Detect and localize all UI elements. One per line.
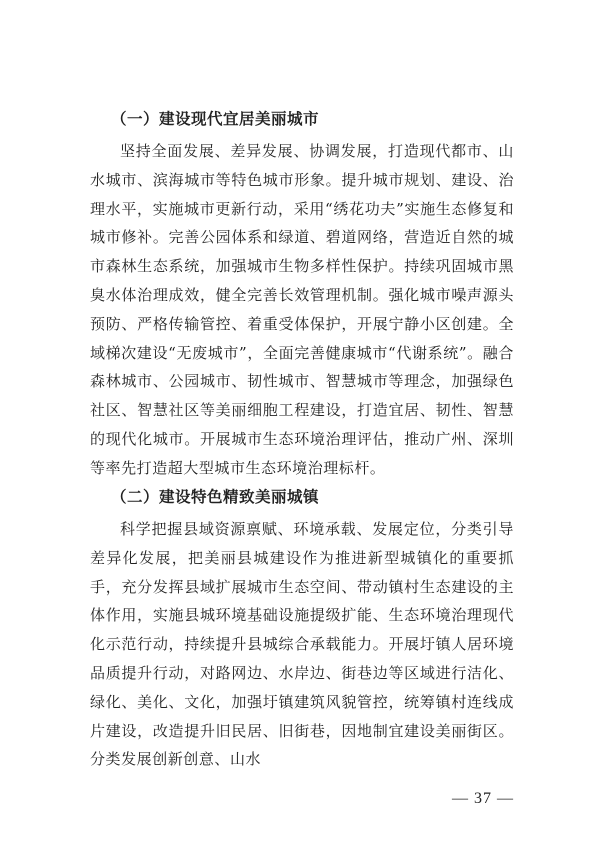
section-heading-2: （二）建设特色精致美丽城镇 xyxy=(111,488,320,506)
section-heading-1: （一）建设现代宜居美丽城市 xyxy=(111,110,320,128)
page-number: — 37 — xyxy=(452,790,514,807)
section-body-2: 科学把握县域资源禀赋、环境承载、发展定位，分类引导差异化发展，把美丽县城建设作为推进新型城镇化的重要抓手，充分发挥县域扩展城市生态空间、带动镇村生态建设的主体作用，实施县城环境基础设施提级扩能、生态环境治理现代化示范行动，持续提升县城综合承载能力。开展圩镇人居环境品质提升行动，对路网边、水岸边、街巷边等区域进行洁化、绿化、美化、文化，加强圩镇建筑风貌管控，统筹镇村连线成片建设，改造提升旧民居、旧街巷，因地制宜建设美丽街区。分类发展创新创意、山水 xyxy=(90,520,514,769)
section-body-1: 坚持全面发展、差异发展、协调发展，打造现代都市、山水城市、滨海城市等特色城市形象。提升城市规划、建设、治理水平，实施城市更新行动，采用“绣花功夫”实施生态修复和城市修补。完善公园体系和绿道、碧道网络，营造近自然的城市森林生态系统，加强城市生物多样性保护。持续巩固城市黑臭水体治理成效，健全完善长效管理机制。强化城市噪声源头预防、严格传输管控、着重受体保护，开展宁静小区创建。全域梯次建设“无废城市”，全面完善健康城市“代谢系统”。融合森林城市、公园城市、韧性城市、智慧城市等理念，加强绿色社区、智慧社区等美丽细胞工程建设，打造宜居、韧性、智慧的现代化城市。开展城市生态环境治理评估，推动广州、深圳等率先打造超大型城市生态环境治理标杆。 xyxy=(90,142,514,477)
